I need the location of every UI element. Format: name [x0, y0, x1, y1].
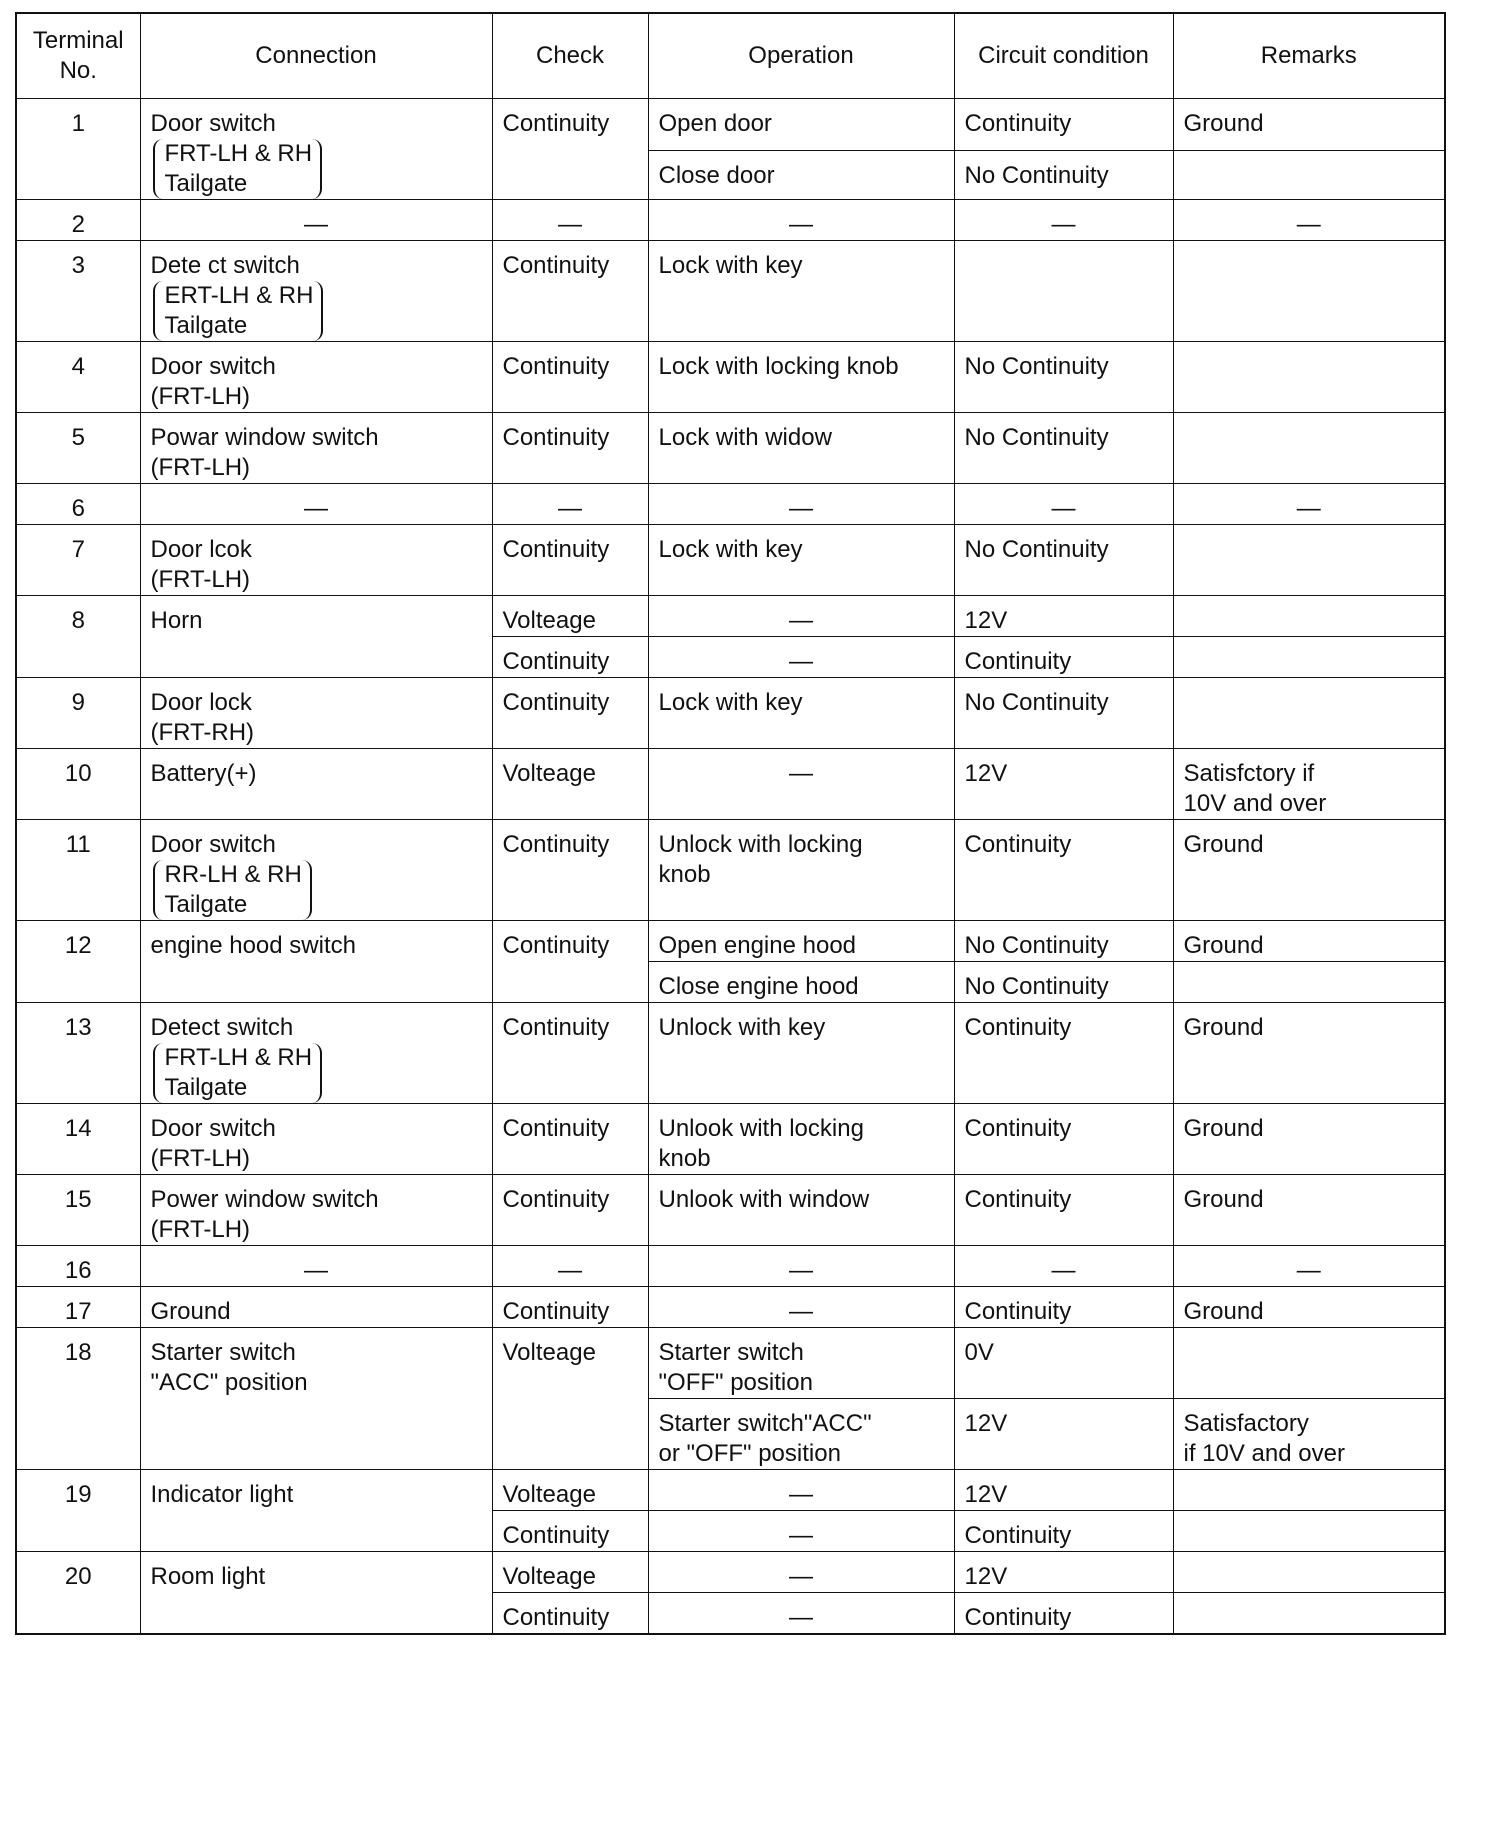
check-cell: — — [492, 1246, 648, 1287]
connection-cell — [140, 1552, 492, 1635]
connection-parenthetical: FRT-LH & RH Tailgate — [153, 139, 323, 199]
check-cell: Volteage — [492, 1470, 648, 1511]
remarks-cell: Ground — [1173, 99, 1445, 151]
check-cell: Volteage — [492, 749, 648, 820]
remarks-cell: Satisfactory if 10V and over — [1173, 1399, 1445, 1470]
connection-cell — [140, 678, 492, 749]
circuit-condition-cell: Continuity — [954, 820, 1173, 921]
check-cell: Volteage — [492, 596, 648, 637]
terminal-no: 16 — [16, 1246, 140, 1287]
remarks-cell: Ground — [1173, 1175, 1445, 1246]
terminal-no: 19 — [16, 1470, 140, 1552]
connection-text: Indicator light — [150, 1481, 294, 1508]
check-cell: Continuity — [492, 1104, 648, 1175]
connection-text: Dete ct switch — [150, 252, 300, 279]
terminal-no: 6 — [16, 484, 140, 525]
connection-text: Room light — [150, 1563, 266, 1590]
connection-text: Door switch (FRT-LH) — [150, 1115, 276, 1172]
circuit-condition-cell: — — [954, 484, 1173, 525]
terminal-no: 3 — [16, 241, 140, 342]
connection-text: Door switch — [150, 831, 276, 858]
check-cell: Continuity — [492, 820, 648, 921]
connection-cell — [140, 1175, 492, 1246]
operation-cell: — — [648, 1246, 954, 1287]
remarks-cell: — — [1173, 200, 1445, 241]
connection-cell: — — [140, 200, 492, 241]
header-remarks: Remarks — [1173, 13, 1445, 99]
circuit-condition-cell: No Continuity — [954, 921, 1173, 962]
connection-text: Powar window switch (FRT-LH) — [150, 424, 379, 481]
connection-text: Power window switch (FRT-LH) — [150, 1186, 379, 1243]
remarks-cell — [1173, 962, 1445, 1003]
operation-cell: Lock with key — [648, 525, 954, 596]
header-operation: Operation — [648, 13, 954, 99]
table-row — [16, 1287, 1445, 1328]
check-cell: Continuity — [492, 525, 648, 596]
table-row — [16, 413, 1445, 484]
operation-cell: Lock with locking knob — [648, 342, 954, 413]
connection-cell — [140, 525, 492, 596]
circuit-condition-cell: 12V — [954, 1470, 1173, 1511]
operation-cell: — — [648, 200, 954, 241]
check-cell: Continuity — [492, 1175, 648, 1246]
terminal-check-table — [15, 12, 1446, 1635]
remarks-cell: Ground — [1173, 921, 1445, 962]
connection-cell — [140, 1287, 492, 1328]
table-row — [16, 596, 1445, 637]
connection-text: Door lcok (FRT-LH) — [150, 536, 252, 593]
operation-cell: Unlook with window — [648, 1175, 954, 1246]
connection-text: Starter switch "ACC" position — [150, 1339, 308, 1396]
header-connection: Connection — [140, 13, 492, 99]
connection-cell: — — [140, 484, 492, 525]
table-row — [16, 1003, 1445, 1104]
circuit-condition-cell: 12V — [954, 1552, 1173, 1593]
connection-cell — [140, 99, 492, 200]
remarks-cell — [1173, 342, 1445, 413]
remarks-cell: Ground — [1173, 1104, 1445, 1175]
remarks-cell — [1173, 1328, 1445, 1399]
connection-text: Horn — [150, 607, 203, 634]
circuit-condition-cell: Continuity — [954, 1511, 1173, 1552]
connection-cell — [140, 820, 492, 921]
check-cell: Continuity — [492, 342, 648, 413]
remarks-cell — [1173, 150, 1445, 199]
circuit-condition-cell: Continuity — [954, 637, 1173, 678]
operation-cell: Lock with key — [648, 678, 954, 749]
circuit-condition-cell: No Continuity — [954, 525, 1173, 596]
check-cell: Continuity — [492, 99, 648, 200]
check-cell: Continuity — [492, 1003, 648, 1104]
connection-text: engine hood switch — [150, 932, 356, 959]
table-row — [16, 749, 1445, 820]
connection-text: Door switch (FRT-LH) — [150, 353, 276, 410]
remarks-cell: Ground — [1173, 1003, 1445, 1104]
circuit-condition-cell: No Continuity — [954, 342, 1173, 413]
table-row — [16, 1175, 1445, 1246]
operation-cell: — — [648, 637, 954, 678]
terminal-no: 9 — [16, 678, 140, 749]
connection-parenthetical: FRT-LH & RH Tailgate — [153, 1043, 323, 1103]
remarks-cell — [1173, 1593, 1445, 1635]
operation-cell: Starter switch "OFF" position — [648, 1328, 954, 1399]
operation-cell: — — [648, 1470, 954, 1511]
circuit-condition-cell: Continuity — [954, 99, 1173, 151]
operation-cell: Starter switch"ACC" or "OFF" position — [648, 1399, 954, 1470]
circuit-condition-cell: Continuity — [954, 1003, 1173, 1104]
check-cell: — — [492, 200, 648, 241]
terminal-no: 10 — [16, 749, 140, 820]
circuit-condition-cell: Continuity — [954, 1593, 1173, 1635]
connection-cell — [140, 1104, 492, 1175]
table-row — [16, 484, 1445, 525]
connection-parenthetical: ERT-LH & RH Tailgate — [153, 281, 324, 341]
terminal-no: 20 — [16, 1552, 140, 1635]
table-row — [16, 1470, 1445, 1511]
connection-cell — [140, 1328, 492, 1470]
operation-cell: — — [648, 1287, 954, 1328]
connection-cell: — — [140, 1246, 492, 1287]
check-cell: Continuity — [492, 1593, 648, 1635]
table-row — [16, 342, 1445, 413]
connection-cell — [140, 1003, 492, 1104]
operation-cell: — — [648, 484, 954, 525]
remarks-cell — [1173, 413, 1445, 484]
operation-cell: Lock with key — [648, 241, 954, 342]
remarks-cell: — — [1173, 1246, 1445, 1287]
circuit-condition-cell: No Continuity — [954, 678, 1173, 749]
remarks-cell — [1173, 678, 1445, 749]
terminal-no: 8 — [16, 596, 140, 678]
terminal-no: 14 — [16, 1104, 140, 1175]
connection-text: Door lock (FRT-RH) — [150, 689, 255, 746]
check-cell: — — [492, 484, 648, 525]
connection-text: Ground — [150, 1298, 231, 1325]
connection-cell — [140, 241, 492, 342]
terminal-no: 17 — [16, 1287, 140, 1328]
circuit-condition-cell: 12V — [954, 1399, 1173, 1470]
circuit-condition-cell — [954, 241, 1173, 342]
operation-cell: — — [648, 596, 954, 637]
operation-cell: Unlock with locking knob — [648, 820, 954, 921]
operation-cell: Unlook with locking knob — [648, 1104, 954, 1175]
check-cell: Continuity — [492, 921, 648, 1003]
table-row — [16, 1552, 1445, 1593]
remarks-cell — [1173, 1511, 1445, 1552]
circuit-condition-cell: — — [954, 1246, 1173, 1287]
table-row — [16, 678, 1445, 749]
table-row — [16, 921, 1445, 962]
connection-cell — [140, 921, 492, 1003]
terminal-no: 5 — [16, 413, 140, 484]
operation-cell: — — [648, 1511, 954, 1552]
check-cell: Continuity — [492, 413, 648, 484]
connection-cell — [140, 749, 492, 820]
circuit-condition-cell: Continuity — [954, 1104, 1173, 1175]
terminal-no: 13 — [16, 1003, 140, 1104]
remarks-cell — [1173, 241, 1445, 342]
circuit-condition-cell: 0V — [954, 1328, 1173, 1399]
circuit-condition-cell: 12V — [954, 596, 1173, 637]
connection-parenthetical: RR-LH & RH Tailgate — [153, 860, 312, 920]
connection-text: Detect switch — [150, 1014, 294, 1041]
circuit-condition-cell: No Continuity — [954, 413, 1173, 484]
connection-text: Battery(+) — [150, 760, 257, 787]
table-row — [16, 99, 1445, 151]
remarks-cell: Satisfctory if 10V and over — [1173, 749, 1445, 820]
table-row — [16, 525, 1445, 596]
check-cell: Volteage — [492, 1552, 648, 1593]
connection-cell — [140, 1470, 492, 1552]
check-cell: Volteage — [492, 1328, 648, 1470]
terminal-no: 4 — [16, 342, 140, 413]
check-cell: Continuity — [492, 678, 648, 749]
page — [15, 12, 1444, 1635]
header-terminal: Terminal No. — [16, 13, 140, 99]
terminal-no: 11 — [16, 820, 140, 921]
circuit-condition-cell: — — [954, 200, 1173, 241]
terminal-no: 12 — [16, 921, 140, 1003]
check-cell: Continuity — [492, 1511, 648, 1552]
connection-cell — [140, 596, 492, 678]
table-row — [16, 1328, 1445, 1399]
table-body — [16, 99, 1445, 1635]
operation-cell: Open engine hood — [648, 921, 954, 962]
remarks-cell — [1173, 637, 1445, 678]
operation-cell: Close door — [648, 150, 954, 199]
remarks-cell — [1173, 1470, 1445, 1511]
check-cell: Continuity — [492, 1287, 648, 1328]
terminal-no: 1 — [16, 99, 140, 200]
operation-cell: — — [648, 1552, 954, 1593]
circuit-condition-cell: 12V — [954, 749, 1173, 820]
remarks-cell: Ground — [1173, 820, 1445, 921]
operation-cell: Close engine hood — [648, 962, 954, 1003]
remarks-cell: Ground — [1173, 1287, 1445, 1328]
check-cell: Continuity — [492, 241, 648, 342]
connection-cell — [140, 342, 492, 413]
table-row — [16, 1104, 1445, 1175]
table-row — [16, 200, 1445, 241]
operation-cell: Lock with widow — [648, 413, 954, 484]
circuit-condition-cell: Continuity — [954, 1175, 1173, 1246]
header-row — [16, 13, 1445, 99]
remarks-cell: — — [1173, 484, 1445, 525]
table-row — [16, 241, 1445, 342]
remarks-cell — [1173, 525, 1445, 596]
connection-cell — [140, 413, 492, 484]
operation-cell: Open door — [648, 99, 954, 151]
check-cell: Continuity — [492, 637, 648, 678]
remarks-cell — [1173, 1552, 1445, 1593]
operation-cell: — — [648, 749, 954, 820]
terminal-no: 2 — [16, 200, 140, 241]
table-row — [16, 1246, 1445, 1287]
terminal-no: 7 — [16, 525, 140, 596]
header-circuit-condition: Circuit condition — [954, 13, 1173, 99]
circuit-condition-cell: Continuity — [954, 1287, 1173, 1328]
table-row — [16, 820, 1445, 921]
remarks-cell — [1173, 596, 1445, 637]
terminal-no: 18 — [16, 1328, 140, 1470]
header-check: Check — [492, 13, 648, 99]
operation-cell: — — [648, 1593, 954, 1635]
terminal-no: 15 — [16, 1175, 140, 1246]
connection-text: Door switch — [150, 110, 276, 137]
circuit-condition-cell: No Continuity — [954, 150, 1173, 199]
circuit-condition-cell: No Continuity — [954, 962, 1173, 1003]
operation-cell: Unlock with key — [648, 1003, 954, 1104]
